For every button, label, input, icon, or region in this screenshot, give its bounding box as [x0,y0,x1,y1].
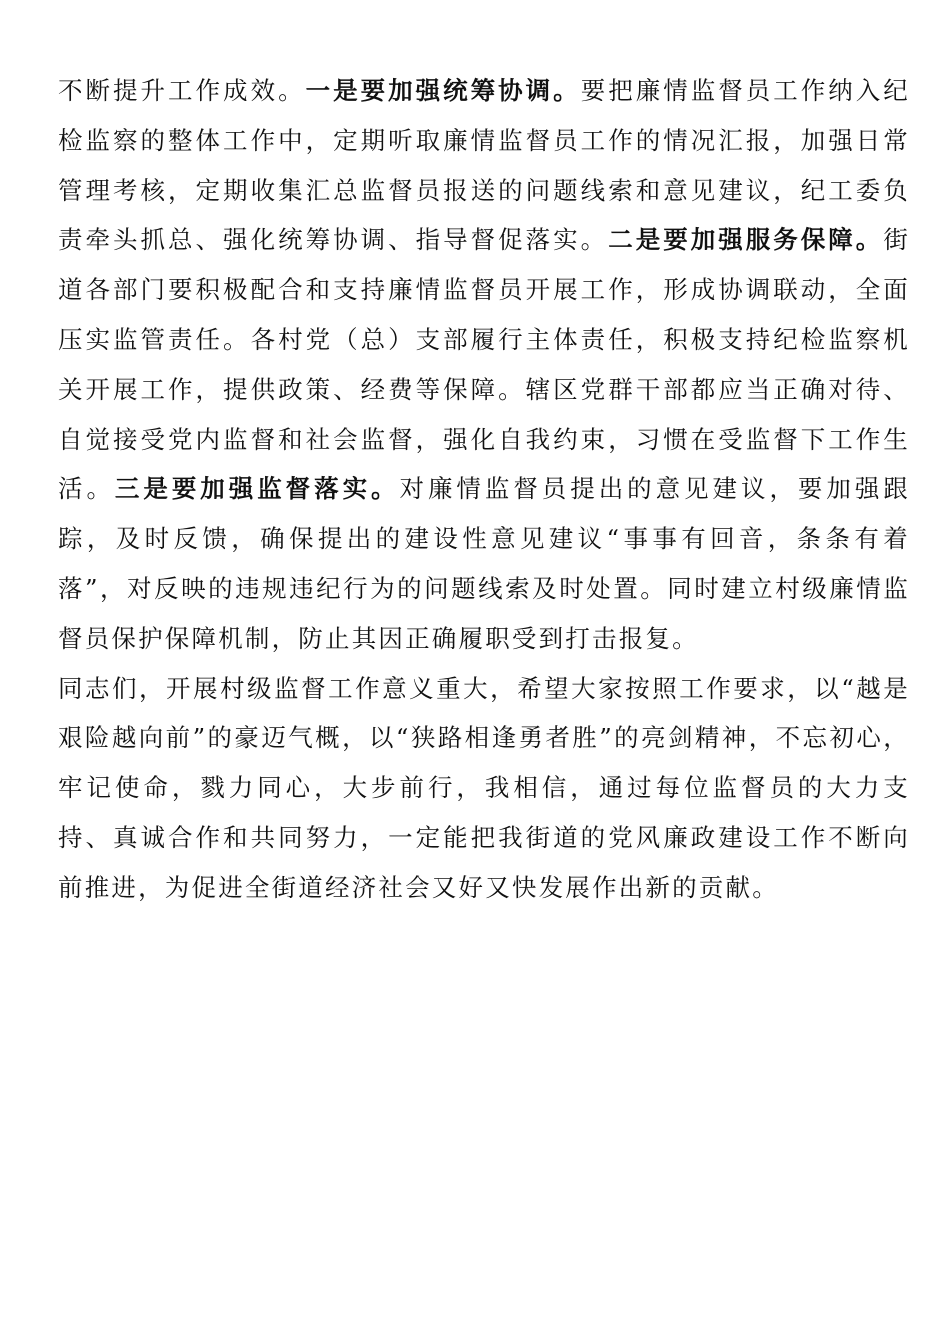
heading-inline-coordination: 一是要加强统筹协调。 [305,76,581,105]
paragraph-work-requirements [58,66,910,664]
text-segment: 同志们，开展村级监督工作意义重大，希望大家按照工作要求，以“越是艰险越向前”的豪迈气概，以“狭路相逢勇者胜”的亮剑精神，不忘初心，牢记使命，戮力同心，大步前行，我相信，通过每位监督员的大力支持、真诚合作和共同努力，一定能把我街道的党风廉政建设工作不断向前推进，为促进全街道经济社会又好又快发展作出新的贡献。 [58,673,910,902]
heading-inline-supervision: 三是要加强监督落实。 [114,474,400,504]
text-segment: 街道各部门要积极配合和支持廉情监督员开展工作，形成协调联动，全面压实监管责任。各村党（总）支部履行主体责任，积极支持纪检监察机关开展工作，提供政策、经费等保障。辖区党群干部都应当正确对待、自觉接受党内监督和社会监督，强化自我约束，习惯在受监督下工作生活。 [58,225,911,504]
paragraph-closing-remarks [58,664,910,913]
document-body [58,66,910,913]
text-segment: 要把廉情监督员工作纳入纪检监察的整体工作中，定期听取廉情监督员工作的情况汇报，加强日常管理考核，定期收集汇总监督员报送的问题线索和意见建议，纪工委负责牵头抓总、强化统筹协调、指导督促落实。 [58,76,910,255]
text-segment: 对廉情监督员提出的意见建议，要加强跟踪，及时反馈，确保提出的建设性意见建议“事事有回音，条条有着落”，对反映的违规违纪行为的问题线索及时处置。同时建立村级廉情监督员保护保障机制，防止其因正确履职受到打击报复。 [58,474,911,653]
heading-inline-service-guarantee: 二是要加强服务保障。 [608,225,884,255]
text-segment: 不断提升工作成效。 [58,76,306,105]
